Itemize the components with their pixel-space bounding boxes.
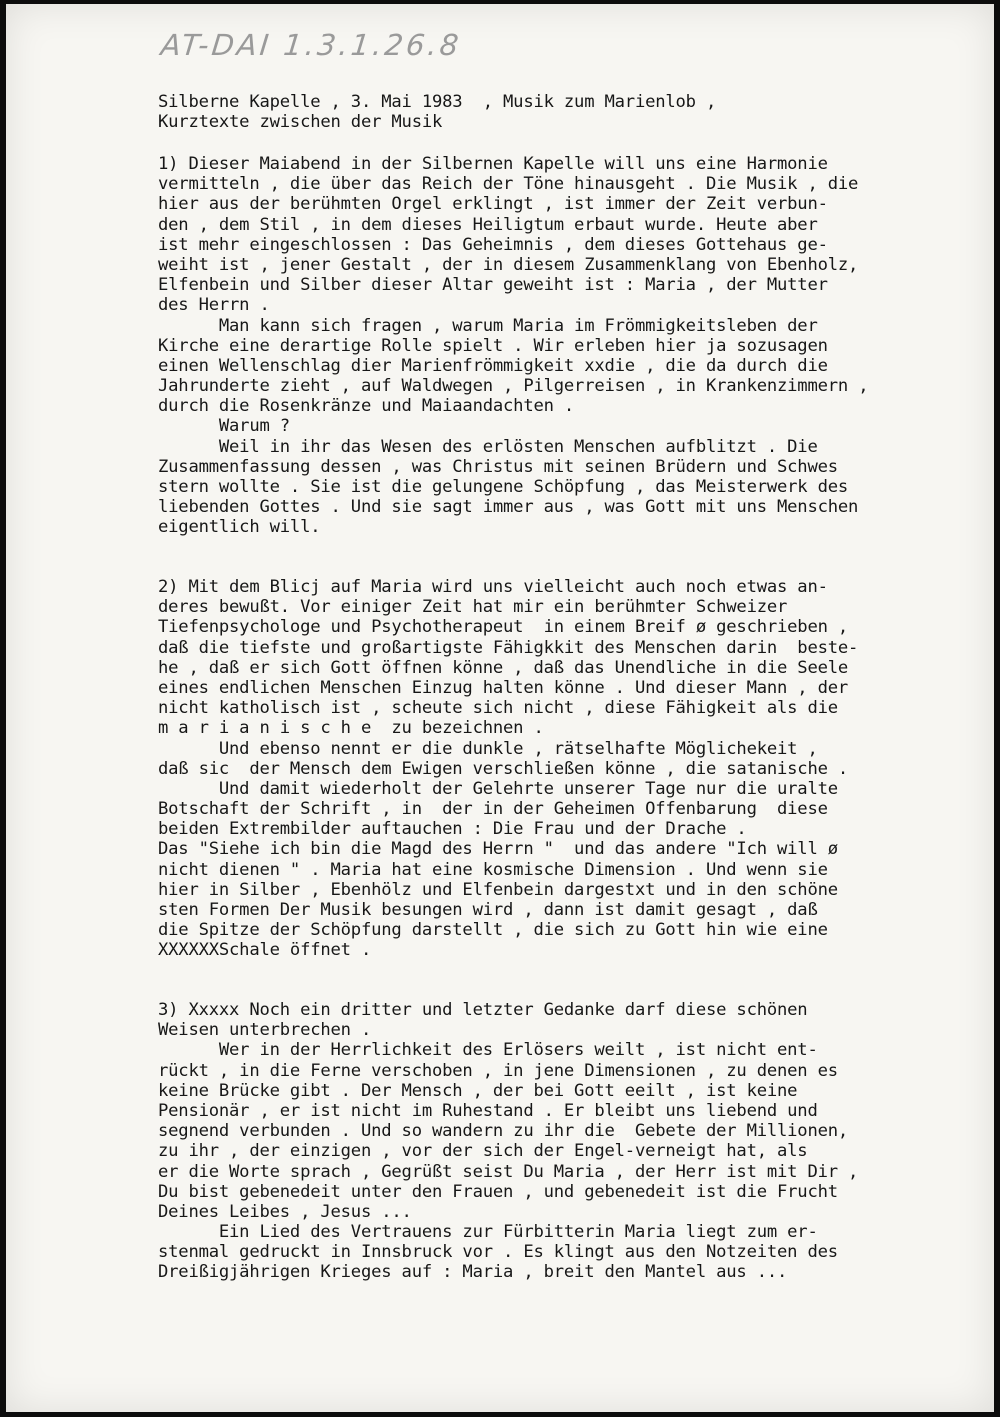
section-1-line: eigentlich will. xyxy=(158,517,321,538)
section-2-line: Das "Siehe ich bin die Magd des Herrn " und das andere "Ich will ø xyxy=(158,839,838,860)
section-2-line: daß die tiefste und großartigste Fähigkkit des Menschen darin beste- xyxy=(158,637,859,658)
section-2-line: XXXXXXSchale öffnet . xyxy=(158,940,372,961)
section-2-line: die Spitze der Schöpfung darstellt , die sich zu Gott hin wie eine xyxy=(158,920,828,941)
section-3-line: er die Worte sprach , Gegrüßt seist Du Maria , der Herr ist mit Dir , xyxy=(158,1161,859,1182)
section-1-line: einen Wellenschlag dier Marienfrömmigkeit xxdie , die da durch die xyxy=(158,355,828,376)
section-1-line: weiht ist , jener Gestalt , der in diesem Zusammenklang von Ebenholz, xyxy=(158,254,859,275)
section-1 xyxy=(158,154,994,538)
section-1-line: Warum ? xyxy=(158,416,290,437)
section-1-line: des Herrn . xyxy=(158,295,270,316)
section-3-line: Du bist gebenedeit unter den Frauen , und gebenedeit ist die Frucht xyxy=(158,1181,838,1202)
section-1-line: Jahrunderte zieht , auf Waldwegen , Pilgerreisen , in Krankenzimmern , xyxy=(158,376,869,397)
section-3-line: Deines Leibes , Jesus ... xyxy=(158,1201,412,1222)
section-2-line: sten Formen Der Musik besungen wird , dann ist damit gesagt , daß xyxy=(158,900,818,920)
section-2-line: Und ebenso nennt er die dunkle , rätselhafte Möglichekeit , xyxy=(158,738,818,759)
section-2-line: eines endlichen Menschen Einzug halten könne . Und dieser Mann , der xyxy=(158,677,849,698)
section-1-line: liebenden Gottes . Und sie sagt immer aus , was Gott mit uns Menschen xyxy=(158,497,859,518)
section-1-line: 1) Dieser Maiabend in der Silbernen Kapelle will uns eine Harmonie xyxy=(158,154,828,174)
section-1-line: ist mehr eingeschlossen : Das Geheimnis , dem dieses Gottehaus ge- xyxy=(158,234,828,255)
header-line: Kurztexte zwischen der Musik xyxy=(158,112,443,133)
section-3-line: 3) Xxxxx Noch ein dritter und letzter Gedanke darf diese schönen xyxy=(158,1000,808,1020)
section-3 xyxy=(158,1000,994,1283)
document-page xyxy=(6,4,994,1412)
document-header xyxy=(158,92,994,132)
section-3-line: segnend verbunden . Und so wandern zu ihr die Gebete der Millionen, xyxy=(158,1121,849,1142)
section-1-line: hier aus der berühmten Orgel erklingt , ist immer der Zeit verbun- xyxy=(158,194,828,215)
section-3-line: Wer in der Herrlichkeit des Erlösers weilt , ist nicht ent- xyxy=(158,1040,818,1061)
section-1-line: Elfenbein und Silber dieser Altar geweiht ist : Maria , der Mutter xyxy=(158,275,828,296)
section-1-line: Man kann sich fragen , warum Maria im Frömmigkeitsleben der xyxy=(158,315,818,336)
section-2-line: daß sic der Mensch dem Ewigen verschließen könne , die satanische . xyxy=(158,758,849,779)
archive-reference-handwritten: AT-DAI 1.3.1.26.8 xyxy=(159,28,464,62)
section-1-line: den , dem Stil , in dem dieses Heiligtum erbaut wurde. Heute aber xyxy=(158,214,818,235)
section-3-line: Weisen unterbrechen . xyxy=(158,1020,372,1041)
section-2-line: he , daß er sich Gott öffnen könne , daß das Unendliche in die Seele xyxy=(158,657,849,678)
section-2-line: Tiefenpsychologe und Psychotherapeut in einem Breif ø geschrieben , xyxy=(158,617,849,638)
section-2-line: nicht dienen " . Maria hat eine kosmische Dimension . Und wenn sie xyxy=(158,859,828,880)
section-2-line: beiden Extrembilder auftauchen : Die Frau und der Drache . xyxy=(158,819,747,840)
section-3-line: stenmal gedruckt in Innsbruck vor . Es klingt aus den Notzeiten des xyxy=(158,1242,838,1263)
section-1-line: Weil in ihr das Wesen des erlösten Menschen aufblitzt . Die xyxy=(158,436,818,457)
section-2-line: deres bewußt. Vor einiger Zeit hat mir ein berühmter Schweizer xyxy=(158,597,788,618)
section-2-line: Botschaft der Schrift , in der in der Geheimen Offenbarung diese xyxy=(158,799,828,820)
section-3-line: keine Brücke gibt . Der Mensch , der bei Gott eeilt , ist keine xyxy=(158,1080,798,1101)
section-1-line: Kirche eine derartige Rolle spielt . Wir erleben hier ja sozusagen xyxy=(158,335,828,356)
section-2 xyxy=(158,577,994,961)
section-2-line: nicht katholisch ist , scheute sich nicht , diese Fähigkeit als die xyxy=(158,698,838,719)
header-line: Silberne Kapelle , 3. Mai 1983 , Musik zum Marienlob , xyxy=(158,92,717,112)
section-2-line: 2) Mit dem Blicj auf Maria wird uns vielleicht auch noch etwas an- xyxy=(158,577,828,597)
section-1-line: Zusammenfassung dessen , was Christus mit seinen Brüdern und Schwes xyxy=(158,456,838,477)
section-1-line: durch die Rosenkränze und Maiaandachten . xyxy=(158,396,575,417)
section-1-line: vermitteln , die über das Reich der Töne hinausgeht . Die Musik , die xyxy=(158,174,859,195)
section-3-line: zu ihr , der einzigen , vor der sich der Engel-verneigt hat, als xyxy=(158,1141,808,1162)
section-2-line: hier in Silber , Ebenhölz und Elfenbein dargestxt und in den schöne xyxy=(158,879,838,900)
section-2-line: m a r i a n i s c h e zu bezeichnen . xyxy=(158,718,544,739)
section-3-line: Pensionär , er ist nicht im Ruhestand . Er bleibt uns liebend und xyxy=(158,1100,818,1121)
section-2-line: Und damit wiederholt der Gelehrte unserer Tage nur die uralte xyxy=(158,778,838,799)
section-1-line: stern wollte . Sie ist die gelungene Schöpfung , das Meisterwerk des xyxy=(158,477,849,497)
section-3-line: Ein Lied des Vertrauens zur Fürbitterin Maria liegt zum er- xyxy=(158,1222,818,1243)
section-3-line: rückt , in die Ferne verschoben , in jene Dimensionen , zu denen es xyxy=(158,1060,838,1081)
section-3-line: Dreißigjährigen Krieges auf : Maria , breit den Mantel aus ... xyxy=(158,1262,788,1283)
